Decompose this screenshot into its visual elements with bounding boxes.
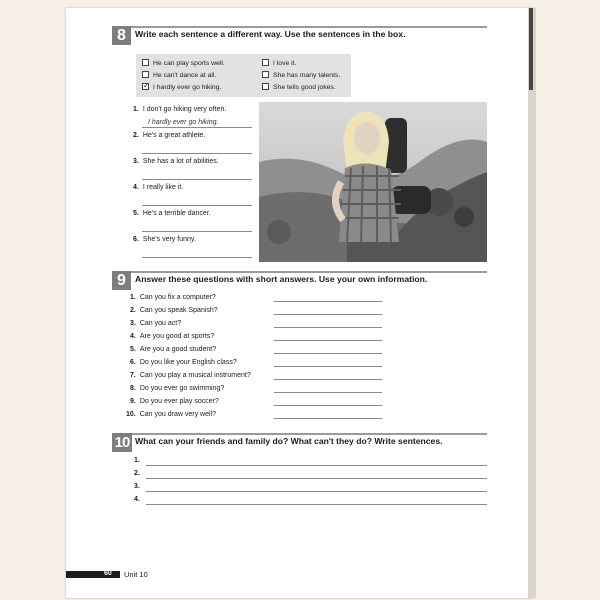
item-number: 6. [133,236,139,243]
example-answer: I hardly ever go hiking. [148,119,219,126]
answer-line[interactable] [274,340,382,341]
item-number: 2. [133,132,139,139]
section-rule [112,433,487,435]
answer-line[interactable] [146,478,487,479]
item-text: Can you play a musical instrument? [139,372,251,379]
answer-line[interactable] [274,418,382,419]
item-text: Can you fix a computer? [139,294,216,301]
sentence-item [134,496,144,503]
question-item [130,307,218,314]
item-text: Can you act? [139,320,182,327]
exercise-item [133,236,196,243]
answer-line[interactable] [274,314,382,315]
exercise-item [133,210,211,217]
item-number: 7. [130,372,136,379]
item-number: 3. [133,158,139,165]
option-label: I love it. [273,60,297,67]
box-option[interactable] [262,83,336,92]
item-number: 9. [130,398,136,405]
check-icon: ✓ [143,81,150,90]
sentence-item [134,457,144,464]
item-number: 2. [130,307,136,314]
item-number: 1. [130,294,136,301]
option-label: He can't dance at all. [153,72,217,79]
checkbox[interactable] [262,59,269,66]
item-text: Are you good at sports? [139,333,215,340]
answer-line[interactable] [146,491,487,492]
section-title: Write each sentence a different way. Use the sentences in the box. [135,29,406,39]
item-text: I really like it. [142,184,184,191]
item-number: 3. [130,320,136,327]
item-text: Do you like your English class? [139,359,237,366]
section-8-header [112,26,487,46]
question-item [130,385,224,392]
item-number: 8. [130,385,136,392]
section-number: 10 [112,433,132,452]
item-number: 10. [126,411,136,418]
answer-line[interactable] [142,153,252,154]
answer-line[interactable] [274,379,382,380]
section-number: 8 [112,26,131,45]
option-label: She has many talents. [273,72,341,79]
option-label: He can play sports well. [153,60,225,67]
exercise-item [133,132,205,139]
item-text: She has a lot of abilities. [142,158,219,165]
box-option[interactable] [142,71,216,80]
box-option[interactable] [262,71,340,80]
item-number: 5. [130,346,136,353]
item-number: 2. [134,470,140,477]
answer-line[interactable] [146,504,487,505]
item-text: Do you ever go swimming? [139,385,225,392]
exercise-item [133,106,226,113]
answer-line[interactable] [274,392,382,393]
item-text: Can you draw very well? [139,411,216,418]
item-text: He's a terrible dancer. [142,210,211,217]
box-option[interactable] [262,59,296,68]
answer-line[interactable] [146,465,487,466]
section-rule [112,271,487,273]
answer-line[interactable] [142,127,252,128]
answer-line[interactable] [274,301,382,302]
item-number: 4. [130,333,136,340]
answer-line[interactable] [142,231,252,232]
section-rule [112,26,487,28]
checkbox[interactable] [142,71,149,78]
exercise-item [133,158,219,165]
item-text: Can you speak Spanish? [139,307,218,314]
checkbox[interactable] [262,83,269,90]
answer-line[interactable] [142,205,252,206]
section-10-header [112,433,487,453]
hiker-illustration [259,102,487,262]
checkbox[interactable] [142,59,149,66]
box-option[interactable] [142,59,225,68]
section-9-header [112,271,487,291]
item-number: 4. [133,184,139,191]
item-number: 4. [134,496,140,503]
question-item [130,320,181,327]
answer-line[interactable] [274,405,382,406]
page-edge [528,8,536,598]
answer-line[interactable] [142,179,252,180]
hiker-photo [259,102,487,262]
item-number: 5. [133,210,139,217]
question-item [130,333,214,340]
section-title: Answer these questions with short answers. Use your own information. [135,274,428,284]
sentence-box [136,54,351,97]
question-item [130,359,237,366]
item-number: 3. [134,483,140,490]
question-item [130,398,219,405]
item-text: I don't go hiking very often. [142,106,227,113]
checkbox[interactable] [262,71,269,78]
item-number: 6. [130,359,136,366]
unit-label: Unit 10 [124,570,148,579]
item-text: She's very funny. [142,236,196,243]
item-text: Are you a good student? [139,346,217,353]
section-number: 9 [112,271,131,290]
box-option[interactable] [142,83,221,92]
answer-line[interactable] [274,327,382,328]
page-tab-marker [529,8,533,90]
answer-line[interactable] [274,353,382,354]
section-title: What can your friends and family do? What can't they do? Write sentences. [135,436,443,446]
question-item [130,294,216,301]
checkbox-checked[interactable] [142,83,149,90]
option-label: She tells good jokes. [273,84,336,91]
item-text: He's a great athlete. [142,132,206,139]
sentence-item [134,483,144,490]
item-number: 1. [134,457,140,464]
answer-line[interactable] [274,366,382,367]
question-item [126,411,216,418]
answer-line[interactable] [142,257,252,258]
question-item [130,346,216,353]
page-number: 60 [104,570,112,577]
question-item [130,372,251,379]
sentence-item [134,470,144,477]
item-number: 1. [133,106,139,113]
option-label: I hardly ever go hiking. [153,84,222,91]
item-text: Do you ever play soccer? [139,398,219,405]
exercise-item [133,184,183,191]
